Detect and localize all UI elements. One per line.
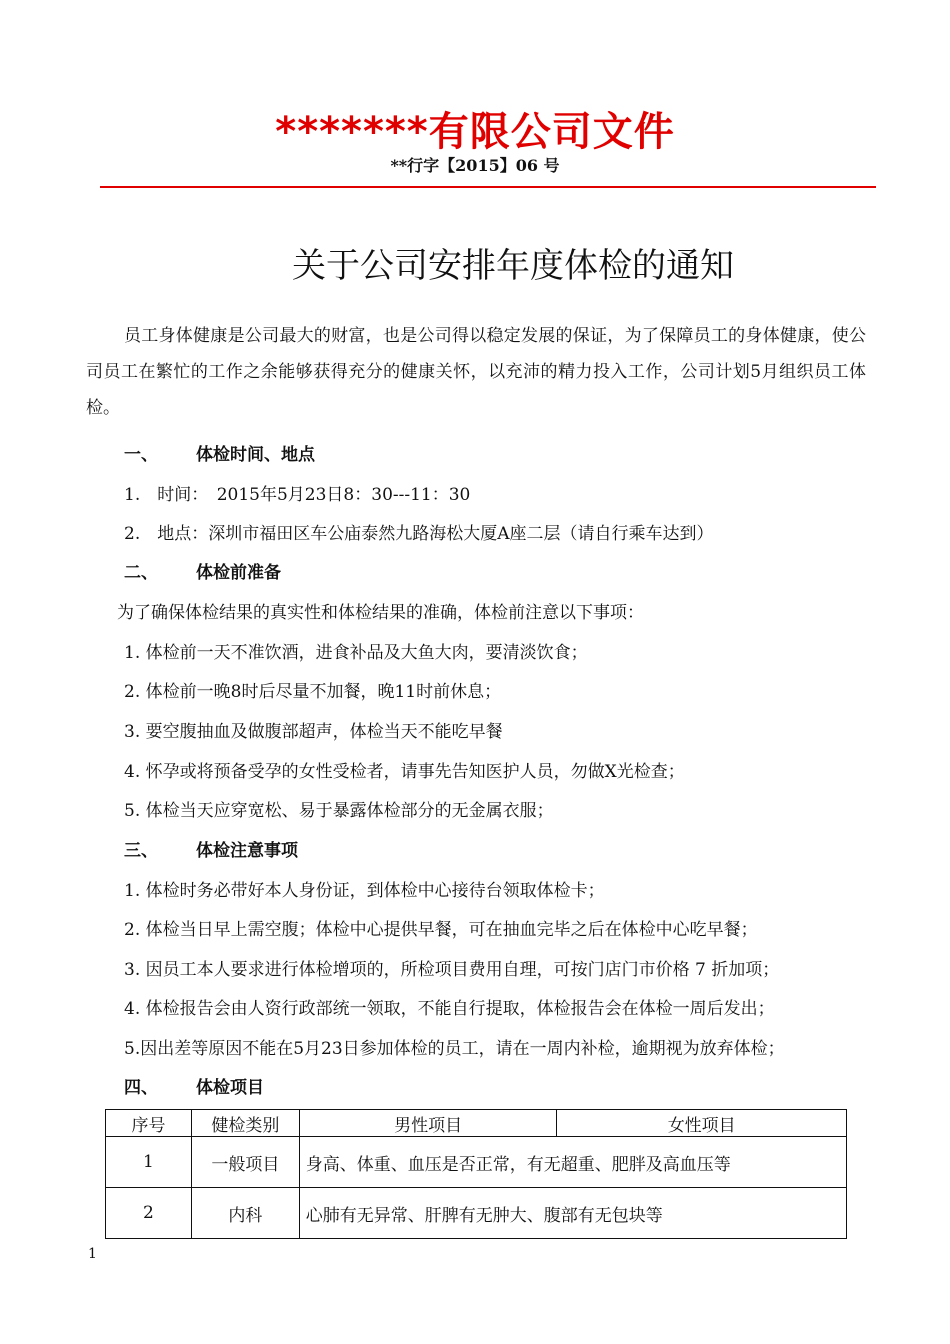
row-items: 心肺有无异常、肝脾有无肿大、腹部有无包块等 [299,1188,846,1239]
list-item: 2. 体检当日早上需空腹；体检中心提供早餐，可在抽血完毕之后在体检中心吃早餐； [124,920,758,940]
column-header-female-items: 女性项目 [557,1110,847,1137]
list-item: 3. 要空腹抽血及做腹部超声，体检当天不能吃早餐 [124,722,503,742]
section-heading-2 [124,558,281,583]
exam-items-table [105,1109,847,1239]
column-header-number: 序号 [106,1110,192,1137]
column-header-category: 健检类别 [191,1110,299,1137]
row-category: 一般项目 [191,1137,299,1188]
list-item: 1. 体检时务必带好本人身份证，到体检中心接待台领取体检卡； [124,881,605,901]
section-lead: 为了确保体检结果的真实性和体检结果的准确，体检前注意以下事项： [117,603,644,623]
list-item: 3. 因员工本人要求进行体检增项的，所检项目费用自理，可按门店门市价格 7 折加项； [124,960,780,980]
section-title: 体检项目 [196,1078,264,1098]
section-number: 三、 [124,841,158,861]
list-item: 4. 体检报告会由人资行政部统一领取，不能自行提取，体检报告会在体检一周后发出； [124,999,775,1019]
list-item: 5. 体检当天应穿宽松、易于暴露体检部分的无金属衣服； [124,801,554,821]
document-number: **行字【2015】06 号 [390,156,560,175]
company-name: *******有限公司文件 [275,109,675,155]
intro-paragraph: 员工身体健康是公司最大的财富，也是公司得以稳定发展的保证，为了保障员工的身体健康，使公司员工在繁忙的工作之余能够获得充分的健康关怀，以充沛的精力投入工作，公司计划5月组织员工体检。 [86,326,866,418]
row-items: 身高、体重、血压是否正常，有无超重、肥胖及高血压等 [299,1137,846,1188]
section-heading-1 [124,440,315,465]
list-item: 2. 地点：深圳市福田区车公庙泰然九路海松大厦A座二层（请自行乘车达到） [124,524,714,544]
column-header-male-items: 男性项目 [299,1110,557,1137]
section-title: 体检前准备 [196,563,281,583]
table-row [106,1137,847,1188]
list-item: 4. 怀孕或将预备受孕的女性受检者，请事先告知医护人员，勿做X光检查； [124,762,685,782]
table-row [106,1188,847,1239]
section-heading-4 [124,1073,264,1098]
section-heading-3 [124,836,298,861]
section-number: 四、 [124,1078,158,1098]
section-title: 体检时间、地点 [196,445,315,465]
row-number: 2 [106,1188,192,1239]
section-title: 体检注意事项 [196,841,298,861]
page-number: 1 [88,1246,97,1262]
list-item: 1. 体检前一天不准饮酒，进食补品及大鱼大肉，要清淡饮食； [124,643,588,663]
row-number: 1 [106,1137,192,1188]
header-divider [100,186,876,188]
list-item: 5.因出差等原因不能在5月23日参加体检的员工，请在一周内补检，逾期视为放弃体检； [124,1039,785,1059]
list-item: 2. 体检前一晚8时后尽量不加餐，晚11时前休息； [124,682,502,702]
table-header-row [106,1110,847,1137]
section-number: 二、 [124,563,158,583]
row-category: 内科 [191,1188,299,1239]
list-item: 1. 时间： 2015年5月23日8：30---11：30 [124,485,471,505]
section-number: 一、 [124,445,158,465]
notice-title: 关于公司安排年度体检的通知 [292,246,734,286]
